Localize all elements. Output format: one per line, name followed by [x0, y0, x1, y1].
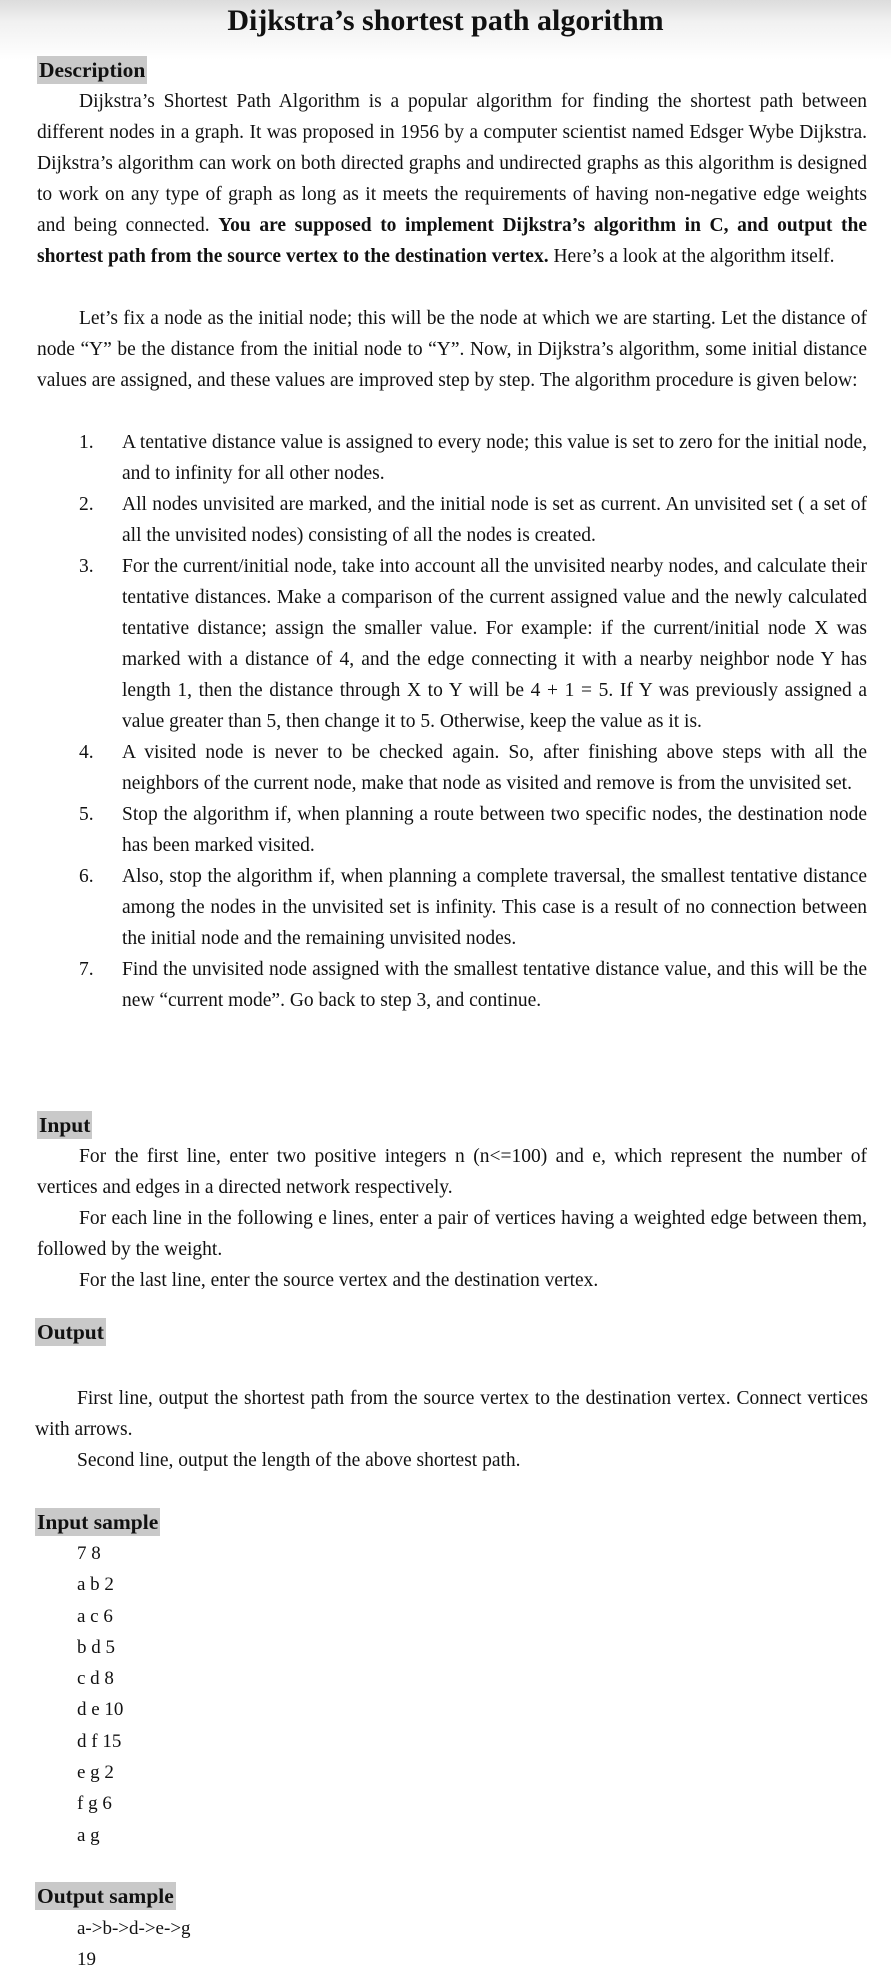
step-number: 3.	[79, 556, 94, 577]
input-paragraph-2: For each line in the following e lines, enter a pair of vertices having a weighted edge between them, followed by the weight.	[37, 1208, 867, 1260]
step-text: A tentative distance value is assigned to every node; this value is set to zero for the initial node, and to infinity for all other nodes.	[122, 432, 867, 484]
step-text: All nodes unvisited are marked, and the initial node is set as current. An unvisited set ( a set of all the unvisited nodes) consisting of all the nodes is created.	[122, 494, 867, 546]
step-text: Also, stop the algorithm if, when planning a complete traversal, the smallest tentative distance among the nodes in the unvisited set is infinity. This case is a result of no connection between the initial node and the remaining unvisited nodes.	[122, 866, 867, 949]
task-statement: You are supposed to implement Dijkstra’s algorithm in C, and output the shortest path from the source vertex to the destination vertex.	[37, 215, 867, 267]
input-sample-line: d e 10	[77, 1699, 124, 1721]
output-paragraph-2: Second line, output the length of the above shortest path.	[77, 1450, 521, 1471]
step-number: 6.	[79, 866, 94, 887]
step-number: 1.	[79, 432, 94, 453]
output-sample-block	[77, 1913, 191, 1976]
input-sample-line: a g	[77, 1824, 100, 1846]
output-paragraph-1: First line, output the shortest path from the source vertex to the destination vertex. Connect vertices with arrows.	[35, 1388, 868, 1440]
output-sample-heading: Output sample	[37, 1884, 174, 1908]
input-sample-line: e g 2	[77, 1762, 114, 1784]
input-sample-line: 7 8	[77, 1543, 101, 1564]
algorithm-steps-list	[37, 427, 867, 1016]
step-text: Find the unvisited node assigned with the smallest tentative distance value, and this will be the new “current mode”. Go back to step 3, and continue.	[122, 959, 867, 1011]
list-item	[37, 799, 867, 861]
input-paragraph-3: For the last line, enter the source vertex and the destination vertex.	[79, 1270, 599, 1291]
step-number: 5.	[79, 804, 94, 825]
input-sample-line: a b 2	[77, 1574, 114, 1596]
page-title: Dijkstra’s shortest path algorithm	[227, 4, 664, 37]
output-sample-line: a->b->d->e->g	[77, 1918, 191, 1939]
step-number: 4.	[79, 742, 94, 763]
input-sample-block	[77, 1538, 123, 1851]
description-text-end: Here’s a look at the algorithm itself.	[548, 246, 835, 267]
list-item	[37, 737, 867, 799]
step-number: 2.	[79, 494, 94, 515]
output-sample-line: 19	[77, 1949, 96, 1971]
input-sample-line: b d 5	[77, 1636, 115, 1658]
input-sample-line: c d 8	[77, 1668, 114, 1690]
input-sample-line: d f 15	[77, 1730, 122, 1752]
step-text: For the current/initial node, take into account all the unvisited nearby nodes, and calculate their tentative distances. Make a comparison of the current assigned value and the newly calculated tentative distance; assign the smaller value. For example: if the current/initial node X was marked with a distance of 4, and the edge connecting it with a nearby neighbor node Y has length 1, then the distance through X to Y will be 4 + 1 = 5. If Y was previously assigned a value greater than 5, then change it to 5. Otherwise, keep the value as it is.	[122, 556, 867, 732]
list-item	[37, 954, 867, 1016]
description-heading: Description	[39, 58, 146, 82]
input-sample-line: a c 6	[77, 1605, 113, 1627]
output-heading: Output	[37, 1320, 104, 1344]
description-text: Dijkstra’s Shortest Path Algorithm is a popular algorithm for finding the shortest path between different nodes in a graph. It was proposed in 1956 by a computer scientist named Edsger Wybe Dijkstra. Dijkstra’s algorithm can work on both directed graphs and undirected graphs as this algorithm is designed to work on any type of graph as long as it meets the requirements of having non-negative edge weights and being connected.	[37, 91, 867, 236]
input-sample-heading: Input sample	[37, 1510, 159, 1534]
step-text: A visited node is never to be checked again. So, after finishing above steps with all the neighbors of the current node, make that node as visited and remove is from the unvisited set.	[122, 742, 867, 794]
list-item	[37, 861, 867, 954]
input-heading: Input	[39, 1113, 91, 1137]
step-text: Stop the algorithm if, when planning a route between two specific nodes, the destination node has been marked visited.	[122, 804, 867, 856]
step-number: 7.	[79, 959, 94, 980]
description-paragraph-1	[37, 86, 867, 272]
input-paragraph-1: For the first line, enter two positive integers n (n<=100) and e, which represent the number of vertices and edges in a directed network respectively.	[37, 1146, 867, 1198]
description-paragraph-2: Let’s fix a node as the initial node; this will be the node at which we are starting. Let the distance of node “Y” be the distance from the initial node to “Y”. Now, in Dijkstra’s algorithm, some initial distance values are assigned, and these values are improved step by step. The algorithm procedure is given below:	[37, 308, 867, 391]
input-sample-line: f g 6	[77, 1793, 112, 1815]
list-item	[37, 551, 867, 737]
list-item	[37, 427, 867, 489]
list-item	[37, 489, 867, 551]
